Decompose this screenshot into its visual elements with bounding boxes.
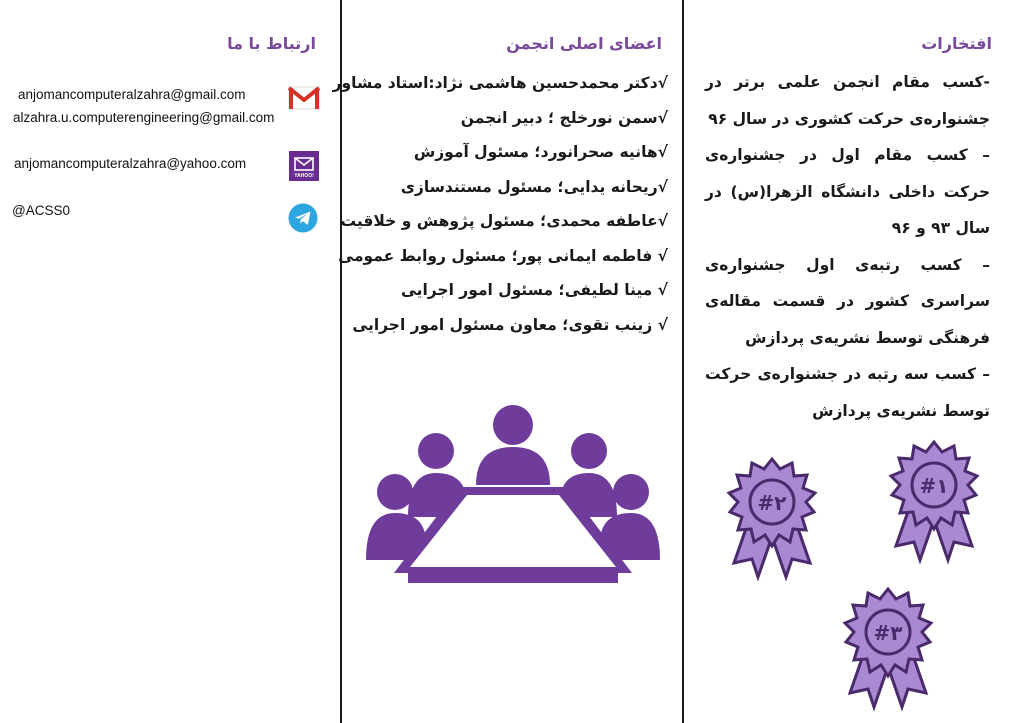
member-item: √هانیه صحرانورد؛ مسئول آموزش (413, 143, 668, 161)
achievement-item: – کسب رتبه‌ی اول جشنواره‌ی سراسری کشور در قسمت مقاله‌ی فرهنگی توسط نشریه‌ی پردازش (705, 255, 990, 347)
members-panel (332, 0, 682, 723)
member-item: √عاطفه محمدی؛ مسئول پژوهش و خلاقیت (340, 212, 668, 230)
ribbon-label-3: #۳ (873, 621, 903, 645)
achievement-item: – کسب سه رتبه در جشنواره‌ی حرکت توسط نشریه‌ی پردازش (705, 365, 990, 420)
members-title: اعضای اصلی انجمن (506, 34, 662, 53)
telegram-icon (288, 203, 318, 233)
member-item: √ فاطمه ایمانی پور؛ مسئول روابط عمومی (338, 246, 668, 265)
achievement-item: – کسب مقام اول در جشنواره‌ی حرکت داخلی دانشگاه الزهرا(س) در سال ۹۳ و ۹۶ (705, 146, 990, 237)
achievements-panel (684, 0, 1024, 723)
gmail-icon (288, 86, 320, 110)
contact-panel (0, 0, 340, 723)
award-ribbon-icon (722, 455, 832, 585)
contact-title: ارتباط با ما (227, 34, 316, 53)
telegram-link[interactable]: @ACSS0 (12, 203, 70, 218)
member-item: √ زینب تقوی؛ معاون مسئول امور اجرایی (352, 315, 668, 334)
yahoo-link[interactable]: anjomancomputeralzahra@yahoo.com (14, 156, 247, 171)
member-item: √دکتر محمدحسین هاشمی نژاد:استاد مشاور (332, 74, 668, 92)
achievement-item: -کسب مقام انجمن علمی برتر در جشنواره‌ی حرکت کشوری در سال ۹۶ (705, 73, 990, 128)
gmail-link-2[interactable]: alzahra.u.computerengineering@gmail.com (13, 110, 275, 125)
ribbon-label-2: #۲ (757, 491, 787, 515)
achievements-title: افتخارات (921, 34, 992, 53)
achievements-list (705, 64, 990, 429)
member-item: √ریحانه یدایی؛ مسئول مستندسازی (400, 177, 668, 196)
yahoo-logo-text: YAHOO! (294, 173, 314, 179)
member-item: √سمن نورخلج ؛ دبیر انجمن (460, 108, 668, 127)
member-item: √ مینا لطیفی؛ مسئول امور اجرایی (400, 281, 668, 299)
award-ribbon-icon (884, 438, 994, 568)
members-list (332, 66, 668, 342)
ribbon-label-1: #۱ (919, 474, 949, 498)
gmail-link-1[interactable]: anjomancomputeralzahra@gmail.com (18, 87, 246, 102)
award-ribbon-icon (838, 585, 948, 715)
meeting-table-icon (364, 405, 662, 587)
yahoo-icon (289, 151, 319, 181)
